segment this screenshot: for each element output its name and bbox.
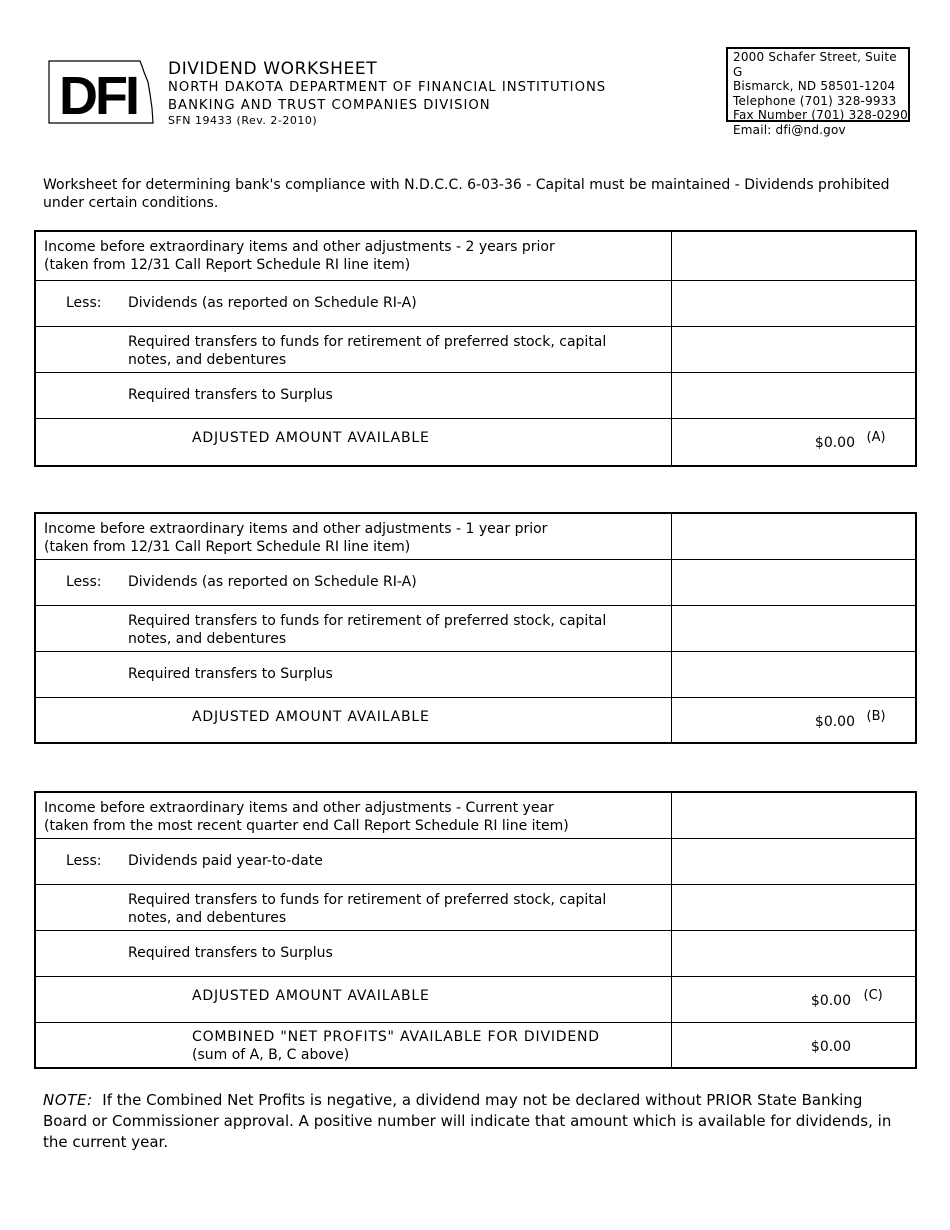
adjusted-amount: $0.00 <box>810 992 851 1009</box>
worksheet-table-c <box>34 791 917 1069</box>
transfers-label <box>128 891 606 927</box>
note <box>43 1090 908 1153</box>
income-line1: Income before extraordinary items and other adjustments - Current year <box>44 800 554 816</box>
dividends-label: Dividends paid year-to-date <box>128 852 323 869</box>
less-label: Less: <box>66 294 102 311</box>
dividends-label: Dividends (as reported on Schedule RI-A) <box>128 573 417 590</box>
department-name: NORTH DAKOTA DEPARTMENT OF FINANCIAL INSTITUTIONS <box>168 80 607 95</box>
surplus-label: Required transfers to Surplus <box>128 665 333 682</box>
transfers-label <box>128 612 606 648</box>
less-label: Less: <box>66 852 102 869</box>
less-label: Less: <box>66 573 102 590</box>
income-field[interactable] <box>671 513 916 559</box>
table-row <box>35 1022 916 1068</box>
surplus-field[interactable] <box>671 930 916 976</box>
table-row <box>35 605 916 651</box>
combined-line2: (sum of A, B, C above) <box>192 1046 350 1063</box>
table-row <box>35 976 916 1022</box>
adjusted-label: ADJUSTED AMOUNT AVAILABLE <box>192 708 430 725</box>
transfers-field[interactable] <box>671 605 916 651</box>
adjusted-label: ADJUSTED AMOUNT AVAILABLE <box>192 429 430 446</box>
surplus-label: Required transfers to Surplus <box>128 386 333 403</box>
worksheet-table-a <box>34 230 917 467</box>
table-row <box>35 930 916 976</box>
income-field[interactable] <box>671 792 916 838</box>
address-street: 2000 Schafer Street, Suite G <box>733 50 897 79</box>
surplus-field[interactable] <box>671 651 916 697</box>
address-telephone: Telephone (701) 328-9933 <box>733 93 897 108</box>
note-text: If the Combined Net Profits is negative, a dividend may not be declared without PRIOR State Banking Board or Commissioner approval. A positive number will indicate that amount which is available for dividends, in the current year. <box>43 1091 892 1151</box>
surplus-label: Required transfers to Surplus <box>128 944 333 961</box>
adjusted-label: ADJUSTED AMOUNT AVAILABLE <box>192 987 430 1004</box>
table-row <box>35 697 916 743</box>
combined-line1: COMBINED "NET PROFITS" AVAILABLE FOR DIVIDEND <box>192 1028 600 1045</box>
transfers-line1: Required transfers to funds for retirement of preferred stock, capital <box>128 612 607 629</box>
adjusted-amount-cell <box>671 697 916 743</box>
table-row <box>35 651 916 697</box>
dividends-field[interactable] <box>671 559 916 605</box>
table-row <box>35 792 916 838</box>
table-row <box>35 231 916 280</box>
transfers-line2: notes, and debentures <box>128 909 287 926</box>
income-line1: Income before extraordinary items and other adjustments - 2 years prior <box>44 239 555 255</box>
transfers-line1: Required transfers to funds for retirement of preferred stock, capital <box>128 333 607 350</box>
income-line2: (taken from 12/31 Call Report Schedule RI line item) <box>44 257 411 273</box>
address-city: Bismarck, ND 58501-1204 <box>733 79 896 94</box>
adjusted-amount-cell <box>671 976 916 1022</box>
transfers-label <box>128 333 606 369</box>
address-fax: Fax Number (701) 328-0290 <box>733 108 908 123</box>
table-row <box>35 418 916 466</box>
income-line1: Income before extraordinary items and other adjustments - 1 year prior <box>44 521 548 537</box>
income-line2: (taken from 12/31 Call Report Schedule RI line item) <box>44 539 411 555</box>
income-label <box>44 520 547 556</box>
income-field[interactable] <box>671 231 916 280</box>
combined-amount: $0.00 <box>810 1038 851 1055</box>
adjusted-letter: (A) <box>866 429 886 445</box>
adjusted-letter: (C) <box>863 987 883 1003</box>
worksheet-table-b <box>34 512 917 744</box>
transfers-line1: Required transfers to funds for retirement of preferred stock, capital <box>128 891 607 908</box>
adjusted-letter: (B) <box>866 708 886 724</box>
transfers-line2: notes, and debentures <box>128 630 287 647</box>
income-label <box>44 799 569 835</box>
dividends-label: Dividends (as reported on Schedule RI-A) <box>128 294 417 311</box>
adjusted-amount: $0.00 <box>814 434 855 451</box>
division-name: BANKING AND TRUST COMPANIES DIVISION <box>168 98 491 113</box>
logo-text: DFI <box>59 66 137 124</box>
address-box <box>726 47 910 137</box>
table-row <box>35 513 916 559</box>
intro-text: Worksheet for determining bank's compliance with N.D.C.C. 6-03-36 - Capital must be maintained - Dividends prohibited under certain conditions. <box>43 177 890 211</box>
table-row <box>35 838 916 884</box>
dfi-logo <box>48 60 154 124</box>
transfers-line2: notes, and debentures <box>128 351 287 368</box>
address-email: Email: dfi@nd.gov <box>733 122 846 137</box>
note-label: NOTE: <box>43 1091 93 1109</box>
dividends-field[interactable] <box>671 838 916 884</box>
combined-amount-cell <box>671 1022 916 1068</box>
adjusted-amount-cell <box>671 418 916 466</box>
transfers-field[interactable] <box>671 326 916 372</box>
transfers-field[interactable] <box>671 884 916 930</box>
surplus-field[interactable] <box>671 372 916 418</box>
title-block <box>168 60 606 127</box>
adjusted-amount: $0.00 <box>814 713 855 730</box>
table-row <box>35 326 916 372</box>
page-title: DIVIDEND WORKSHEET <box>168 59 378 79</box>
table-row <box>35 884 916 930</box>
income-label <box>44 238 555 274</box>
table-row <box>35 372 916 418</box>
form-number: SFN 19433 (Rev. 2-2010) <box>168 114 318 127</box>
dividends-field[interactable] <box>671 280 916 326</box>
table-row <box>35 280 916 326</box>
combined-label <box>192 1028 600 1064</box>
income-line2: (taken from the most recent quarter end Call Report Schedule RI line item) <box>44 818 569 834</box>
table-row <box>35 559 916 605</box>
